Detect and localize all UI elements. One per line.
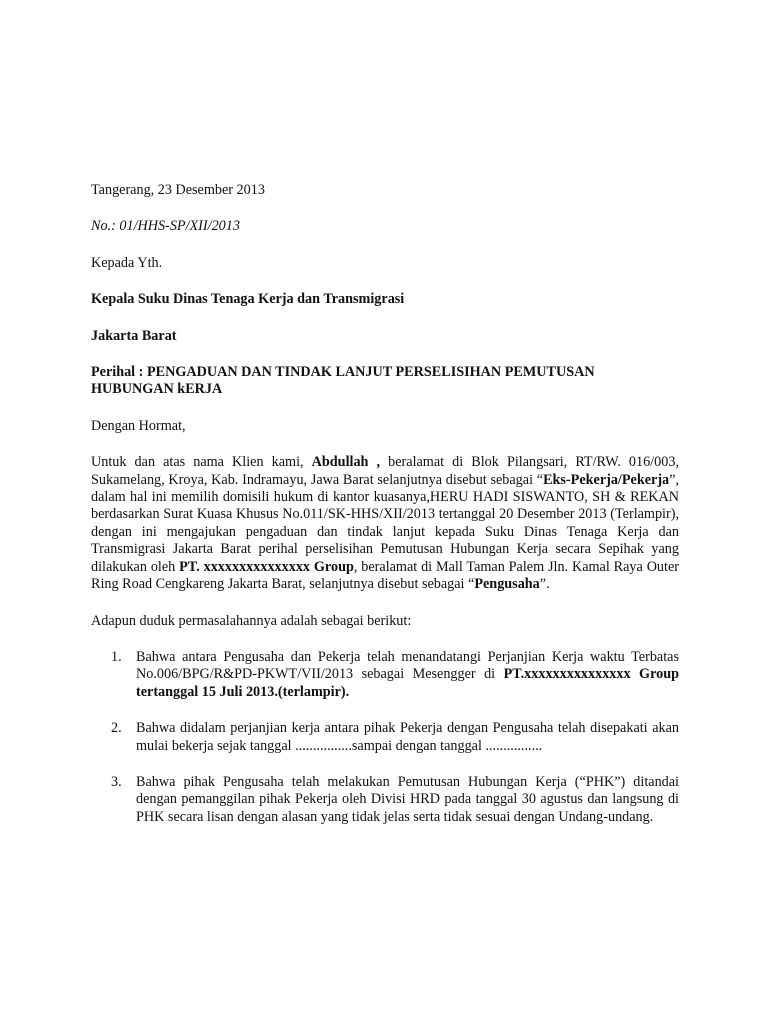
- recipient-city: Jakarta Barat: [91, 327, 177, 344]
- body-text: , beralamat di Mall Taman Palem Jln. Kamal Raya Outer Ring Road Cengkareng Jakarta Barat, selanjutnya disebut sebagai “: [91, 558, 679, 593]
- subject-label: Perihal :: [91, 364, 147, 381]
- letter-page: [91, 182, 679, 826]
- list-item: [91, 720, 679, 755]
- company-name: PT. xxxxxxxxxxxxxxx Group: [179, 558, 354, 575]
- client-name: Abdullah ,: [311, 454, 381, 471]
- list-number: 2.: [111, 720, 122, 737]
- list-number: 3.: [111, 773, 122, 790]
- list-item-bold-text: PT.xxxxxxxxxxxxxxx Group tertanggal 15 Juli 2013.(terlampir).: [136, 666, 679, 700]
- letter-number: No.: 01/HHS-SP/XII/2013: [91, 218, 240, 235]
- list-item: [91, 649, 679, 701]
- body-text: Untuk dan atas nama Klien kami,: [91, 454, 312, 471]
- client-role: Eks-Pekerja/Pekerja: [543, 471, 670, 488]
- recipient-office: Kepala Suku Dinas Tenaga Kerja dan Transmigrasi: [91, 291, 405, 308]
- body-text: ”, dalam hal ini memilih domisili hukum di kantor kuasanya,HERU HADI SISWANTO, SH & REKAN berdasarkan Surat Kuasa Khusus No.011/SK-HHS/XII/2013 tertanggal 20 Desember 2013 (Terlampir), dengan ini mengajukan pengaduan dan tindak lanjut kepada Suku Dinas Tenaga Kerja dan Transmigrasi Jakarta Barat perihal perselisihan Pemutusan Hubungan Kerja secara Sepihak yang dilakukan oleh: [91, 471, 679, 575]
- subject: [91, 364, 679, 399]
- body-text: ”.: [539, 576, 550, 593]
- issues-list: [91, 649, 679, 826]
- list-item-text: Bahwa antara Pengusaha dan Pekerja telah menandatangi Perjanjian Kerja waktu Terbatas No.006/BPG/R&PD-PKWT/VII/2013 sebagai Mesengger di: [136, 648, 679, 683]
- list-item-text: Bahwa didalam perjanjian kerja antara pihak Pekerja dengan Pengusaha telah disepakati akan mulai bekerja sejak tanggal ................sampai dengan tanggal ................: [136, 720, 679, 754]
- employer-term: Pengusaha: [474, 576, 540, 593]
- subject-text-line1: PENGADUAN DAN TINDAK LANJUT PERSELISIHAN PEMUTUSAN: [146, 364, 595, 381]
- place-date: Tangerang, 23 Desember 2013: [91, 182, 265, 198]
- list-item-text: Bahwa pihak Pengusaha telah melakukan Pemutusan Hubungan Kerja (“PHK”) ditandai dengan pemanggilan pihak Pekerja oleh Divisi HRD pada tanggal 30 agustus dan langsung di PHK secara lisan dengan alasan yang tidak jelas serta tidak sesuai dengan Undang-undang.: [136, 773, 679, 825]
- list-number: 1.: [111, 648, 122, 665]
- body-paragraph-1: [91, 454, 679, 593]
- list-item: [91, 774, 679, 826]
- body-paragraph-2: Adapun duduk permasalahannya adalah sebagai berikut:: [91, 612, 412, 629]
- to-label: Kepada Yth.: [91, 254, 163, 271]
- subject-text-line2: HUBUNGAN kERJA: [91, 381, 223, 398]
- body-text: beralamat di Blok Pilangsari, RT/RW. 016/003, Sukamelang, Kroya, Kab. Indramayu, Jawa Barat selanjutnya disebut sebagai “: [91, 454, 679, 488]
- greeting: Dengan Hormat,: [91, 417, 186, 434]
